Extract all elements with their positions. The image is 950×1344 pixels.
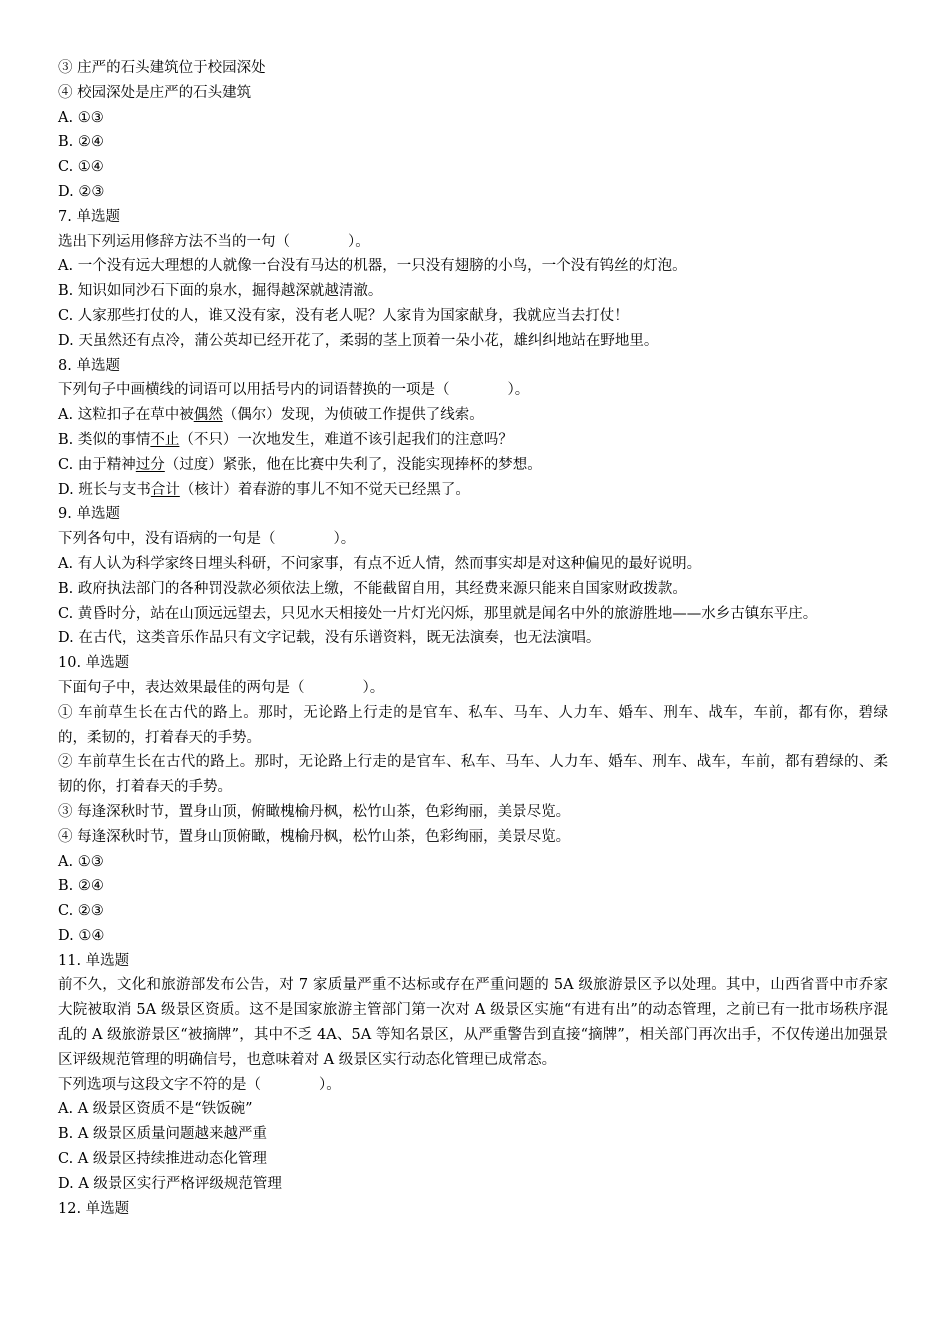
- answer-choice: A. 有人认为科学家终日埋头科研，不问家事，有点不近人情，然而事实却是对这种偏见的最好说明。: [58, 555, 702, 572]
- question-title: 8. 单选题: [58, 357, 120, 374]
- answer-choice: C. ①④: [58, 159, 104, 176]
- sentence-option: ③ 每逢深秋时节，置身山顶，俯瞰槐榆丹枫，松竹山茶，色彩绚丽，美景尽览。: [58, 803, 571, 820]
- question-stem: 选出下列运用修辞方法不当的一句（ ）。: [58, 233, 370, 250]
- answer-choice: D. 天虽然还有点冷，蒲公英却已经开花了，柔弱的茎上顶着一朵小花，雄纠纠地站在野地里。: [58, 332, 659, 349]
- underlined-word: 合计: [150, 481, 180, 498]
- answer-choice: A. 一个没有远大理想的人就像一台没有马达的机器，一只没有翅膀的小鸟，一个没有钨丝的灯泡。: [58, 258, 687, 275]
- question-stem: 下面句子中，表达效果最佳的两句是（ ）。: [58, 679, 385, 696]
- question-stem: 下列句子中画横线的词语可以用括号内的词语替换的一项是（ ）。: [58, 382, 530, 399]
- answer-choice: A. 这粒扣子在草中被偶然（偶尔）发现，为侦破工作提供了线索。: [58, 407, 484, 424]
- answer-choice: C. 黄昏时分，站在山顶远远望去，只见水天相接处一片灯光闪烁，那里就是闻名中外的旅游胜地——水乡古镇东平庄。: [58, 605, 818, 622]
- question-stem: 下列选项与这段文字不符的是（ ）。: [58, 1076, 341, 1093]
- question-title: 9. 单选题: [58, 506, 120, 523]
- question-passage: 前不久，文化和旅游部发布公告，对 7 家质量严重不达标或存在严重问题的 5A 级旅游景区予以处理。其中，山西省晋中市乔家大院被取消 5A 级景区资质。这不是国家旅游主管部门第一次对 A 级景区实施“有进有出”的动态管理，之前已有一批市场秩序混乱的 A 级旅游景区“被摘牌”，其中不乏 4A、5A 等知名景区，从严重警告到直接“摘牌”，相关部门再次出手，不仅传递出加强景区评级规范管理的明确信号，也意味着对 A 级景区实行动态化管理已成常态。: [58, 977, 888, 1068]
- question-stem: 下列各句中，没有语病的一句是（ ）。: [58, 531, 356, 548]
- answer-choice: B. 政府执法部门的各种罚没款必须依法上缴，不能截留自用，其经费来源只能来自国家财政拨款。: [58, 580, 687, 597]
- question-title: 7. 单选题: [58, 208, 120, 225]
- underlined-word: 不止: [150, 431, 180, 448]
- answer-choice: A. ①③: [58, 853, 104, 870]
- answer-choice: D. 在古代，这类音乐作品只有文字记载，没有乐谱资料，既无法演奏，也无法演唱。: [58, 630, 601, 647]
- document-page: [58, 56, 888, 1221]
- answer-choice: C. 由于精神过分（过度）紧张，他在比赛中失利了，没能实现捧杯的梦想。: [58, 456, 542, 473]
- answer-choice: C. A 级景区持续推进动态化管理: [58, 1151, 267, 1168]
- question-title: 10. 单选题: [58, 655, 130, 672]
- question-title: 12. 单选题: [58, 1200, 130, 1217]
- question-title: 11. 单选题: [58, 952, 130, 969]
- option-line: ④ 校园深处是庄严的石头建筑: [58, 84, 252, 101]
- answer-choice: B. 知识如同沙石下面的泉水，掘得越深就越清澈。: [58, 283, 383, 300]
- answer-choice: C. 人家那些打仗的人，谁又没有家，没有老人呢？人家肯为国家献身，我就应当去打仗！: [58, 307, 629, 324]
- sentence-option: ① 车前草生长在古代的路上。那时，无论路上行走的是官车、私车、马车、人力车、婚车、刑车、战车，车前，都有你，碧绿的，柔韧的，打着春天的手势。: [58, 704, 888, 746]
- answer-choice: D. ②③: [58, 183, 105, 200]
- answer-choice: D. ①④: [58, 927, 105, 944]
- answer-choice: D. 班长与支书合计（核计）着春游的事儿不知不觉天已经黑了。: [58, 481, 470, 498]
- underlined-word: 偶然: [193, 407, 223, 424]
- answer-choice: A. ①③: [58, 109, 104, 126]
- underlined-word: 过分: [135, 456, 165, 473]
- answer-choice: B. 类似的事情不止（不只）一次地发生，难道不该引起我们的注意吗？: [58, 431, 513, 448]
- answer-choice: B. A 级景区质量问题越来越严重: [58, 1126, 267, 1143]
- answer-choice: B. ②④: [58, 878, 104, 895]
- answer-choice: D. A 级景区实行严格评级规范管理: [58, 1175, 282, 1192]
- answer-choice: C. ②③: [58, 903, 104, 920]
- sentence-option: ② 车前草生长在古代的路上。那时，无论路上行走的是官车、私车、马车、人力车、婚车、刑车、战车，车前，都有碧绿的、柔韧的你，打着春天的手势。: [58, 754, 888, 796]
- answer-choice: B. ②④: [58, 134, 104, 151]
- option-line: ③ 庄严的石头建筑位于校园深处: [58, 60, 266, 76]
- sentence-option: ④ 每逢深秋时节，置身山顶俯瞰，槐榆丹枫，松竹山茶，色彩绚丽，美景尽览。: [58, 828, 571, 845]
- answer-choice: A. A 级景区资质不是“铁饭碗”: [58, 1101, 253, 1118]
